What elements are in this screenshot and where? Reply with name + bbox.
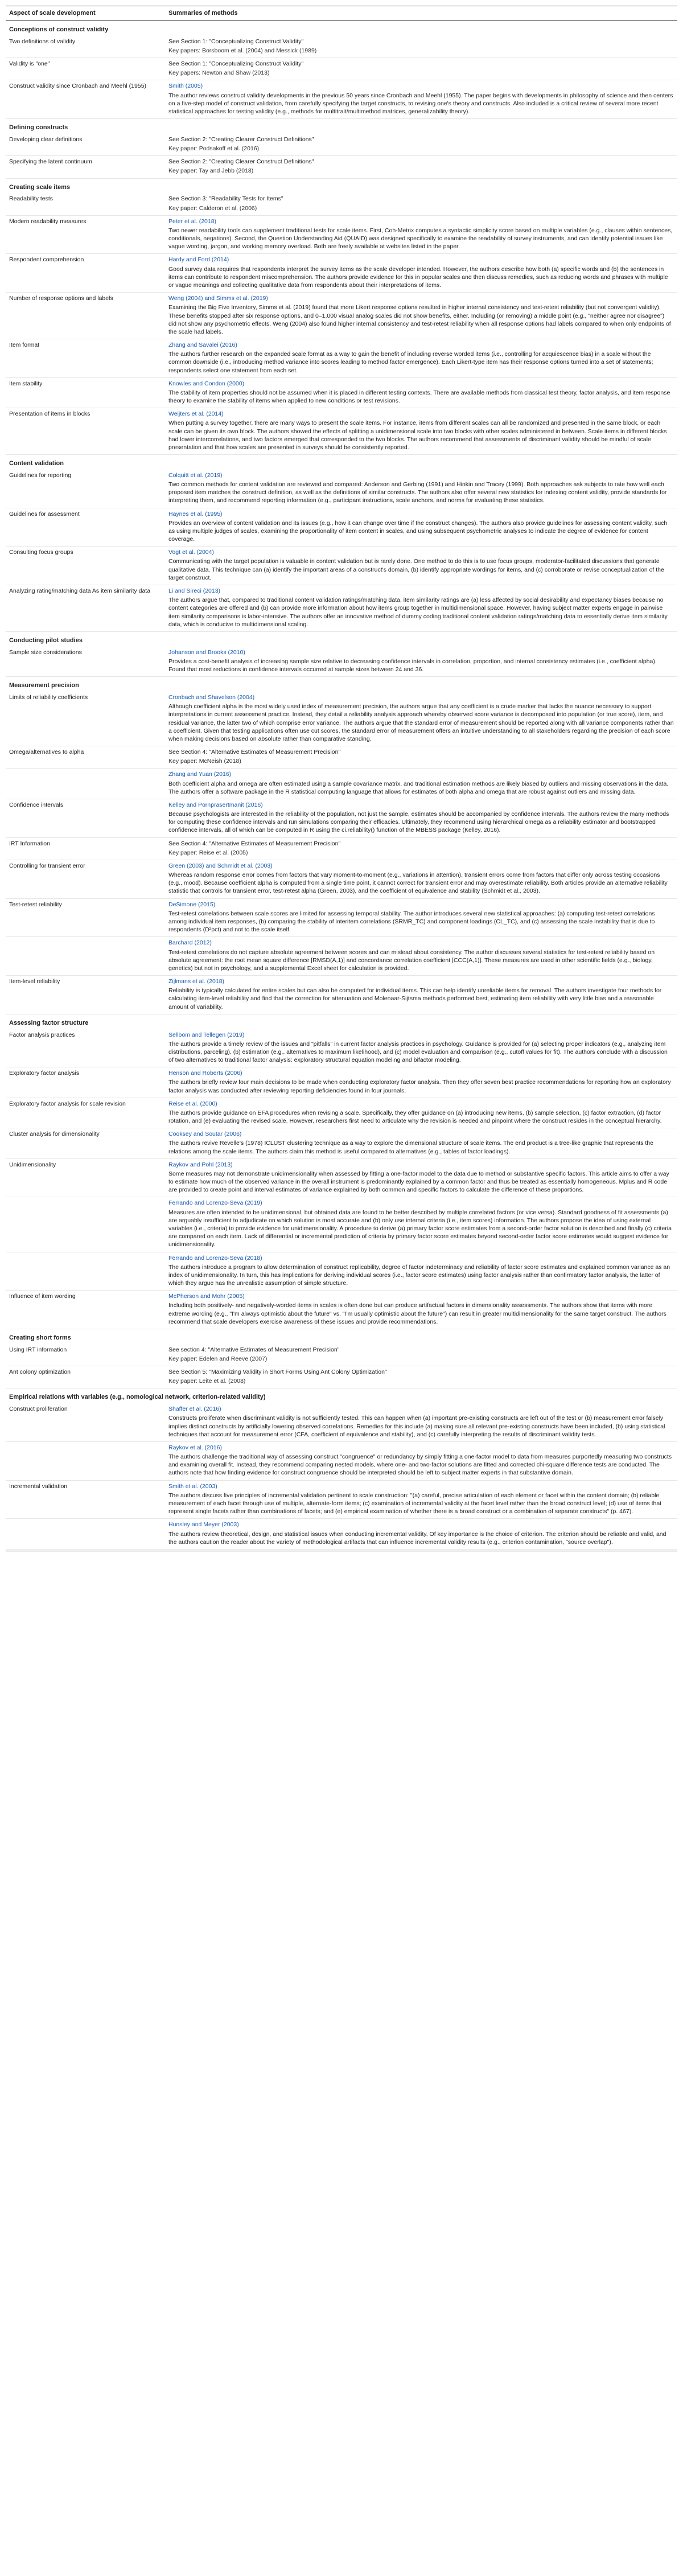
- summary-text: See Section 4: "Alternative Estimates of Measurement Precision": [168, 840, 341, 847]
- summary-text: Two newer readability tools can supplement traditional tests for scale items. First, Coh-Metrix computes a syntactic simplicity score based on multiple variables (e.g., clauses within sentences, conditionals, negations). Second, the Question Understanding Aid (QUAID) was designed specifically to examine the readability of survey instruments, and can identify potential issues like vague wording, jargon, and working memory overload. Both are freely available at websites listed in the paper.: [168, 227, 673, 250]
- summary-cell: [165, 1519, 677, 1550]
- summary-text: Communicating with the target population is valuable in content validation but is rarely done. One method to do this is to use focus groups, moderator-facilitated discussions that generate qualitative data. This technique can (a) identify the important areas of a construct's domain, (b) identify appropriate wordings for items, and (c) corroborate or revise conceptualization of the target construct.: [168, 558, 664, 581]
- aspect-cell: Limits of reliability coefficients: [6, 692, 165, 746]
- table-row: [6, 1252, 677, 1291]
- table-row: [6, 1403, 677, 1441]
- aspect-cell: IRT Information: [6, 837, 165, 860]
- section-heading: Conducting pilot studies: [6, 631, 677, 646]
- methods-table: [6, 6, 677, 1550]
- table-row: [6, 1158, 677, 1197]
- summary-text: The authors revive Revelle's (1978) ICLUST clustering technique as a way to explore the dimensional structure of scale items. The end product is a tree-like graphic that represents the relations among the scale items. The authors claim this method is useful compared to alternatives (e.g., tables of factor loadings).: [168, 1140, 653, 1155]
- aspect-cell: Two definitions of validity: [6, 36, 165, 58]
- summary-text: See Section 2: "Creating Clearer Construct Definitions": [168, 135, 314, 143]
- table-body: [6, 20, 677, 1549]
- key-paper: Key paper: Tay and Jebb (2018): [168, 167, 254, 175]
- reference-link[interactable]: Green (2003) and Schmidt et al. (2003): [168, 862, 273, 869]
- summary-cell: [165, 1403, 677, 1441]
- reference-link[interactable]: Zijlmans et al. (2018): [168, 978, 225, 985]
- header-summary: Summaries of methods: [165, 6, 677, 21]
- table-row: [6, 1128, 677, 1159]
- summary-text: The authors provide guidance on EFA procedures when revising a scale. Specifically, they offer guidance on (a) introducing new items, (b) sample selection, (c) factor extraction, (d) factor rotation, and (e) evaluating the revised scale. However, researchers first need to articulate why the revision is needed and pinpoint where the construct resides in the conceptual hierarchy.: [168, 1109, 662, 1125]
- aspect-cell: [6, 1197, 165, 1252]
- aspect-cell: [6, 937, 165, 976]
- section-heading-row: [6, 20, 677, 35]
- reference-link[interactable]: Reise et al. (2000): [168, 1100, 217, 1107]
- summary-text: The authors discuss five principles of incremental validation pertinent to scale construction: "(a) careful, precise articulation of each element or facet within the content domain; (b) reliable measurement of each facet through use of multiple, alternate-form items; (c) examination of incremental validity at the facet level rather than the broad construct level; (d) use of items that represent single facets rather than combinations of facets; and (e) empirical examination of whether there is a broad construct or a combination of separate constructs" (p. 467).: [168, 1492, 662, 1515]
- table-row: [6, 1029, 677, 1067]
- summary-cell: [165, 293, 677, 339]
- summary-cell: [165, 156, 677, 178]
- reference-link[interactable]: McPherson and Mohr (2005): [168, 1293, 245, 1300]
- aspect-cell: Guidelines for reporting: [6, 470, 165, 508]
- aspect-cell: Controlling for transient error: [6, 860, 165, 898]
- reference-link[interactable]: Raykov and Pohl (2013): [168, 1161, 233, 1168]
- summary-text: Two common methods for content validation are reviewed and compared: Anderson and Gerbing (1991) and Hinkin and Tracey (1999). Both approaches ask subjects to rate how well each proposed item matches the construct definition, as well as the definitions of similar constructs. The authors also offer several new statistics for indexing content validity, provide standards for interpreting them, and recommend reporting information (e.g., participant instructions, scale anchors, and norms for evaluating these statistics.: [168, 481, 667, 504]
- table-row: [6, 799, 677, 837]
- summary-cell: [165, 585, 677, 631]
- table-row: [6, 293, 677, 339]
- aspect-cell: Modern readability measures: [6, 215, 165, 254]
- summary-cell: [165, 377, 677, 408]
- aspect-cell: Respondent comprehension: [6, 254, 165, 293]
- summary-text: Because psychologists are interested in the reliability of the population, not just the sample, estimates should be accompanied by confidence intervals. The authors review the many methods for computing these confidence intervals and run simulations comparing their efficacies. Ultimately, they recommend using hierarchical omega as a reliability estimator and bootstrapped confidence intervals, all of which can be computed in R using the ci.reliability() function of the MBESS package (Kelley, 2016).: [168, 811, 669, 834]
- aspect-cell: Readability tests: [6, 193, 165, 215]
- summary-text: Both coefficient alpha and omega are often estimated using a sample covariance matrix, and traditional estimation methods are likely biased by outliers and missing observations in the data. The authors offer a software package in the R statistical computing language that allows for estimates of both alpha and omega that are robust against outliers and missing data.: [168, 780, 669, 795]
- aspect-cell: [6, 769, 165, 799]
- summary-text: Including both positively- and negatively-worded items in scales is often done but can produce artifactual factors in dimensionality assessments. The authors show that items with more extreme wording (e.g., "I'm always optimistic about the future" vs. "I'm usually optimistic about the future") can result in greater multidimensionality for the same target construct. The authors recommend that scale developers exercise awareness of these issues and provide recommendations.: [168, 1302, 666, 1325]
- aspect-cell: Influence of item wording: [6, 1291, 165, 1329]
- table-row: [6, 769, 677, 799]
- summary-cell: [165, 1366, 677, 1388]
- summary-text: Some measures may not demonstrate unidimensionality when assessed by fitting a one-factor model to the data due to method or substantive specific factors. This article aims to offer a way to estimate how much of the observed variance in the overall instrument is predominantly explained by a common factor and thus be treated as essentially homogeneous. Mplus and R code are provided to create point and interval estimates of variance explained by both common and specific factors to calculate the difference of these proportions.: [168, 1170, 669, 1194]
- section-heading: Creating scale items: [6, 178, 677, 193]
- summary-text: The authors further research on the expanded scale format as a way to gain the benefit of including reverse worded items (i.e., controlling for acquiescence bias) in a scale without the common downside (i.e., introducing method variance into scores leading to method factor emergence). Each Likert-type item has their response options turned into a set of statements; respondents select one statement from each set.: [168, 351, 653, 374]
- table-header: [6, 6, 677, 21]
- reference-link[interactable]: Haynes et al. (1995): [168, 510, 223, 517]
- summary-cell: [165, 1291, 677, 1329]
- reference-link[interactable]: Colquitt et al. (2019): [168, 471, 223, 479]
- summary-text: Provides an overview of content validation and its issues (e.g., how it can change over time if the construct changes). The authors also provide guidelines for assessing content validity, such as using multiple judges of scales, examining the proportionality of item content in scales, and using subsequent psychometric analyses to indicate the degree of evidence for content coverage.: [168, 519, 668, 543]
- aspect-cell: Omega/alternatives to alpha: [6, 746, 165, 769]
- summary-cell: [165, 547, 677, 585]
- section-heading: Creating short forms: [6, 1329, 677, 1344]
- summary-cell: [165, 1067, 677, 1098]
- reference-link[interactable]: Sellbom and Tellegen (2019): [168, 1031, 245, 1038]
- table-row: [6, 1098, 677, 1128]
- summary-text: The authors provide a timely review of the issues and "pitfalls" in current factor analysis practices in psychology. Guidance is provided for (a) selecting proper indicators (e.g., analyzing item distributions, parceling), (b) estimation (e.g., alternatives to maximum likelihood), and (c) model evaluation and comparison (e.g., cutoff values for fit). The authors conclude with a discussion of two alternatives to traditional factor analysis: exploratory structural equation modeling and bifactor modeling.: [168, 1040, 668, 1064]
- aspect-cell: Specifying the latent continuum: [6, 156, 165, 178]
- summary-text: The authors argue that, compared to traditional content validation ratings/matching data, item similarity ratings are (a) less affected by social desirability and expectancy biases because no content categories are offered and (b) can provide more information about how items group together in multidimensional space. However, having subject matter experts engage in pairwise item similarity comparisons is labor-intensive. The authors offer an innovative method of dummy coding traditional content validation ratings/matching data to essentially derive item similarity data, which is conducive to multidimensional scaling.: [168, 597, 668, 628]
- summary-cell: [165, 1480, 677, 1519]
- section-heading-row: [6, 119, 677, 134]
- summary-cell: [165, 508, 677, 547]
- table-row: [6, 746, 677, 769]
- aspect-cell: Item-level reliability: [6, 976, 165, 1014]
- summary-text: Good survey data requires that respondents interpret the survey items as the scale developer intended. However, the authors describe how both (a) specific words and (b) the sentences in items can contribute to respondent miscomprehension. The authors provide evidence for this in popular scales and then discuss remedies, such as reducing words and phrases with multiple or vague meanings and collecting qualitative data from respondents about their interpretations of items.: [168, 265, 668, 289]
- section-heading: Empirical relations with variables (e.g., nomological network, criterion-related validity): [6, 1388, 677, 1403]
- summary-text: See Section 1: "Conceptualizing Construct Validity": [168, 60, 304, 68]
- table-row: [6, 837, 677, 860]
- key-paper: Key paper: Leite et al. (2008): [168, 1378, 246, 1385]
- reference-link[interactable]: Cronbach and Shavelson (2004): [168, 694, 255, 701]
- summary-cell: [165, 193, 677, 215]
- table-row: [6, 547, 677, 585]
- summary-text: The authors briefly review four main decisions to be made when conducting exploratory factor analysis. Then they offer seven best practice recommendations for reporting how an exploratory factor analysis was conducted after reviewing reporting deficiencies found in four journals.: [168, 1079, 671, 1094]
- summary-cell: [165, 937, 677, 976]
- key-paper: Key paper: Calderon et al. (2006): [168, 204, 257, 212]
- summary-cell: [165, 799, 677, 837]
- aspect-cell: Item stability: [6, 377, 165, 408]
- summary-cell: [165, 339, 677, 378]
- reference-link[interactable]: DeSimone (2015): [168, 901, 216, 908]
- aspect-cell: Item format: [6, 339, 165, 378]
- reference-link[interactable]: Zhang and Savalei (2016): [168, 342, 237, 349]
- summary-text: See Section 5: "Maximizing Validity in Short Forms Using Ant Colony Optimization": [168, 1369, 387, 1376]
- aspect-cell: Presentation of items in blocks: [6, 408, 165, 455]
- reference-link[interactable]: Li and Sireci (2013): [168, 587, 221, 594]
- table-row: [6, 134, 677, 156]
- reference-link[interactable]: Ferrando and Lorenzo-Seva (2018): [168, 1254, 262, 1262]
- reference-link[interactable]: Barchard (2012): [168, 939, 212, 947]
- section-heading-row: [6, 455, 677, 470]
- summary-text: When putting a survey together, there are many ways to present the scale items. For instance, items from different scales can all be randomized and presented in the same block, or each scale can be given its own block. The authors showed the effects of splitting a unidimensional scale into two blocks with other scales administered in between. Scale items in different blocks had lower intercorrelations, and two factors emerged that corresponded to the two blocks. The authors recommend that assessments of discriminant validity should be mindful of scale presentation and that how scales are presented in surveys should be consistently reported.: [168, 420, 667, 451]
- aspect-cell: Using IRT information: [6, 1344, 165, 1366]
- table-row: [6, 377, 677, 408]
- reference-link[interactable]: Weijters et al. (2014): [168, 410, 224, 418]
- section-heading-row: [6, 1388, 677, 1403]
- summary-cell: [165, 470, 677, 508]
- section-heading-row: [6, 1014, 677, 1029]
- table-row: [6, 585, 677, 631]
- key-paper: Key paper: Edelen and Reeve (2007): [168, 1355, 268, 1362]
- aspect-cell: Developing clear definitions: [6, 134, 165, 156]
- reference-link[interactable]: Knowles and Condon (2000): [168, 380, 245, 387]
- table-row: [6, 898, 677, 937]
- reference-link[interactable]: Johanson and Brooks (2010): [168, 648, 245, 656]
- table-row: [6, 80, 677, 119]
- section-heading: Conceptions of construct validity: [6, 20, 677, 35]
- reference-link[interactable]: Cooksey and Soutar (2006): [168, 1131, 242, 1138]
- aspect-cell: [6, 1441, 165, 1480]
- summary-cell: [165, 215, 677, 254]
- summary-text: Examining the Big Five Inventory, Simms et al. (2019) found that more Likert response options resulted in higher internal consistency and test-retest reliability (but not convergent validity). These benefits stopped after six response options, and 0–1,000 visual analog scales did not show benefits, either. Including (or removing) a middle point (e.g., "neither agree nor disagree") did not show any psychometric effects. Weng (2004) also found higher internal consistency and test-retest reliability when all response options had labels compared to when only endpoints of the scale had labels.: [168, 304, 671, 335]
- reference-link[interactable]: Henson and Roberts (2006): [168, 1070, 242, 1077]
- table-row: [6, 508, 677, 547]
- table-row: [6, 156, 677, 178]
- aspect-cell: Construct validity since Cronbach and Meehl (1955): [6, 80, 165, 119]
- section-heading: Assessing factor structure: [6, 1014, 677, 1029]
- summary-text: See Section 4: "Alternative Estimates of Measurement Precision": [168, 749, 341, 756]
- summary-cell: [165, 1441, 677, 1480]
- aspect-cell: Ant colony optimization: [6, 1366, 165, 1388]
- reference-link[interactable]: Smith (2005): [168, 83, 203, 90]
- aspect-cell: [6, 1519, 165, 1550]
- reference-link[interactable]: Raykov et al. (2016): [168, 1444, 222, 1451]
- aspect-cell: Number of response options and labels: [6, 293, 165, 339]
- aspect-cell: Cluster analysis for dimensionality: [6, 1128, 165, 1159]
- summary-text: Test-retest correlations between scale scores are limited for assessing temporal stability. The author introduces several new statistical approaches: (a) computing test-retest correlations among individual item responses, (b) comparing the stability of interitem correlations (SRMR_TC) and component loadings (CL_TC), and (c) assessing the scale instability that is due to respondents (D²pct) and not to the scale itself.: [168, 910, 655, 934]
- key-paper: Key paper: McNeish (2018): [168, 758, 241, 765]
- aspect-cell: Analyzing rating/matching data As item similarity data: [6, 585, 165, 631]
- summary-text: The stability of item properties should not be assumed when it is placed in different testing contexts. There are available methods from classical test theory, factor analysis, and item response theory to examine the stability of items when applied to new conditions or test revisions.: [168, 389, 670, 405]
- summary-text: Measures are often intended to be unidimensional, but obtained data are found to be better described by multiple correlated factors (or vice versa). Standard goodness of fit assessments (a) are arguably insufficient to adjudicate on which solution is most accurate and (b) only use internal criteria (i.e., item scores) information. The authors propose the idea of using external variables (i.e., criteria) to provide evidence for unidimensionality. A procedure to derive (a) primary factor score estimates from a second-order factor solution is described and finally (c) criteria are compared on each item. Lack of differential or incremental prediction of criteria by primary factor score estimates beyond second-order factor score estimates would suggest evidence for unidimensionality.: [168, 1209, 672, 1248]
- summary-cell: [165, 746, 677, 769]
- section-heading-row: [6, 1329, 677, 1344]
- reference-link[interactable]: Ferrando and Lorenzo-Seva (2019): [168, 1199, 262, 1207]
- summary-text: The authors introduce a program to allow determination of construct replicability, degree of factor indeterminacy and reliability of factor score estimates and explained common variance as an index of unidimensionality. In turn, this has implications for deriving individual scores (i.e., factor score estimates) using factor analysis rather than confirmatory factor analysis, the latter of which they argue has the unrealistic assumption of simple structure.: [168, 1263, 670, 1287]
- summary-cell: [165, 692, 677, 746]
- section-heading: Content validation: [6, 455, 677, 470]
- aspect-cell: Consulting focus groups: [6, 547, 165, 585]
- summary-text: The author reviews construct validity developments in the previous 50 years since Cronbach and Meehl (1955). The paper begins with developments in philosophy of science and then centers on a five-step model of construct validation, from carefully specifying the target constructs, to revising one's theory and constructs. Also included is a critical review of several more recent statistical approaches for testing validity (e.g., methods for multitrait/multimethod matrices, generalizability theory).: [168, 92, 673, 115]
- section-heading: Measurement precision: [6, 677, 677, 692]
- aspect-cell: Unidimensionality: [6, 1158, 165, 1197]
- summary-cell: [165, 976, 677, 1014]
- table-row: [6, 254, 677, 293]
- summary-text: The authors challenge the traditional way of assessing construct "congruence" or redundancy by simply fitting a one-factor model to data from measures purportedly measuring two constructs and examining overall fit. Instead, they recommend comparing nested models, where one- and two-factor solutions are fitted and corrected chi-square difference tests are conducted. The authors note that how finding evidence for construct congruence should be interpreted should be left to subject matter experts in that substantive domain.: [168, 1453, 672, 1477]
- reference-link[interactable]: Hardy and Ford (2014): [168, 256, 229, 264]
- key-paper: Key papers: Newton and Shaw (2013): [168, 69, 270, 77]
- key-paper: Key paper: Reise et al. (2005): [168, 849, 248, 856]
- summary-cell: [165, 58, 677, 80]
- reference-link[interactable]: Vogt et al. (2004): [168, 549, 214, 556]
- reference-link[interactable]: Smith et al. (2003): [168, 1482, 217, 1490]
- table-row: [6, 339, 677, 378]
- key-paper: Key paper: Podsakoff et al. (2016): [168, 145, 260, 153]
- aspect-cell: Construct proliferation: [6, 1403, 165, 1441]
- summary-text: Reliability is typically calculated for entire scales but can also be computed for individual items. This can help identify unreliable items for removal. The authors investigate four methods for calculating item-level reliability and find that the correction for attenuation and Molenaar-Sijtsma methods performed best, estimating item reliability with very little bias and a reasonable amount of variability.: [168, 987, 662, 1010]
- summary-text: Although coefficient alpha is the most widely used index of measurement precision, the authors argue that any coefficient is a crude marker that lacks the nuance necessary to support interpretations in current assessment practice. Instead, they detail a reliability analysis approach whereby observed score variance is decomposed into population (or true score), item, and residual variance, the latter two of which comprise error variance. The authors argue that the standard error of measurement should be reported along with all variance components rather than a coefficient. Given that testing applications often use cut scores, the standard error of measurement offers an intuitive understanding to all stakeholders regarding the precision of each score when making decisions based on absolute rather than comparative standing.: [168, 703, 674, 742]
- aspect-cell: Sample size considerations: [6, 647, 165, 677]
- summary-cell: [165, 1128, 677, 1159]
- table-row: [6, 58, 677, 80]
- table-row: [6, 1519, 677, 1550]
- section-heading: Defining constructs: [6, 119, 677, 134]
- aspect-cell: Confidence intervals: [6, 799, 165, 837]
- summary-cell: [165, 408, 677, 455]
- table-row: [6, 1441, 677, 1480]
- reference-link[interactable]: Weng (2004) and Simms et al. (2019): [168, 295, 268, 302]
- summary-cell: [165, 1029, 677, 1067]
- table-row: [6, 1291, 677, 1329]
- table-row: [6, 1067, 677, 1098]
- summary-text: Test-retest correlations do not capture absolute agreement between scores and can mislead about consistency. The author discusses several statistics for test-retest reliability based on absolute agreement: the root mean square difference [RMSD(A,1)] and concordance correlation coefficient [CCC(A,1)]. These measures are used in other scientific fields (e.g., biology, genetics) but not in psychology, and a supplemental Excel sheet for calculation is provided.: [168, 948, 655, 972]
- section-heading-row: [6, 631, 677, 646]
- section-heading-row: [6, 677, 677, 692]
- summary-text: Whereas random response error comes from factors that vary moment-to-moment (e.g., variations in attention), transient errors come from factors that differ only across testing occasions (e.g., mood). Because coefficient alpha is computed from a single time point, it cannot correct for transient error and may overestimate reliability. Both articles provide an alternative reliability statistic that controls for transient error, test-retest alpha (Green, 2003), and the coefficient of equivalence and stability (Schmidt et al., 2003).: [168, 872, 668, 895]
- reference-link[interactable]: Kelley and Pornprasertmanit (2016): [168, 801, 263, 808]
- summary-cell: [165, 1252, 677, 1291]
- summary-cell: [165, 80, 677, 119]
- summary-text: The authors review theoretical, design, and statistical issues when conducting incremental validity. Of key importance is the choice of criterion. The criterion should be reliable and valid, and the authors caution the reader about the variety of methodological artifacts that can influence incremental validity results (e.g., criterion contamination, "source overlap").: [168, 1530, 666, 1546]
- summary-cell: [165, 860, 677, 898]
- reference-link[interactable]: Peter et al. (2018): [168, 217, 217, 225]
- summary-text: Provides a cost-benefit analysis of increasing sample size relative to decreasing confidence intervals in correlation, proportion, and internal consistency estimates (i.e., coefficient alpha). Found that most reductions in confidence intervals occurred at sample sizes between 24 and 36.: [168, 658, 657, 673]
- aspect-cell: Factor analysis practices: [6, 1029, 165, 1067]
- table-row: [6, 1366, 677, 1388]
- header-aspect: Aspect of scale development: [6, 6, 165, 21]
- aspect-cell: Validity is "one": [6, 58, 165, 80]
- key-paper: Key papers: Borsboom et al. (2004) and Messick (1989): [168, 47, 317, 54]
- summary-text: See Section 1: "Conceptualizing Construct Validity": [168, 38, 304, 45]
- aspect-cell: Guidelines for assessment: [6, 508, 165, 547]
- section-heading-row: [6, 178, 677, 193]
- table-row: [6, 647, 677, 677]
- summary-cell: [165, 1197, 677, 1252]
- table-row: [6, 215, 677, 254]
- summary-cell: [165, 837, 677, 860]
- summary-cell: [165, 1098, 677, 1128]
- summary-cell: [165, 254, 677, 293]
- aspect-cell: Exploratory factor analysis: [6, 1067, 165, 1098]
- reference-link[interactable]: Zhang and Yuan (2016): [168, 771, 232, 778]
- summary-text: Constructs proliferate when discriminant validity is not sufficiently tested. This can happen when (a) important pre-existing constructs are left out of the test or (b) measurement error falsely implies distinct constructs by artificially lowering observed correlations. Remedies for this include (a) making sure all relevant pre-existing constructs have been included, (b) using statistical techniques that account for measurement error (CFA, coefficient of equivalence and stability), and (c) carefully interpreting the results of discriminant validity tests.: [168, 1415, 665, 1438]
- summary-text: See section 4: "Alternative Estimates of Measurement Precision": [168, 1346, 340, 1353]
- summary-cell: [165, 1158, 677, 1197]
- aspect-cell: [6, 1252, 165, 1291]
- table-row: [6, 692, 677, 746]
- table-row: [6, 1197, 677, 1252]
- summary-cell: [165, 769, 677, 799]
- table-row: [6, 36, 677, 58]
- summary-text: See Section 3: "Readability Tests for Items": [168, 195, 283, 203]
- aspect-cell: Exploratory factor analysis for scale revision: [6, 1098, 165, 1128]
- table-row: [6, 937, 677, 976]
- table-row: [6, 976, 677, 1014]
- summary-cell: [165, 898, 677, 937]
- table-row: [6, 1344, 677, 1366]
- table-row: [6, 193, 677, 215]
- table-row: [6, 408, 677, 455]
- summary-cell: [165, 134, 677, 156]
- summary-text: See Section 2: "Creating Clearer Construct Definitions": [168, 158, 314, 166]
- summary-cell: [165, 647, 677, 677]
- summary-cell: [165, 36, 677, 58]
- aspect-cell: Test-retest reliability: [6, 898, 165, 937]
- reference-link[interactable]: Hunsley and Meyer (2003): [168, 1521, 239, 1529]
- summary-cell: [165, 1344, 677, 1366]
- aspect-cell: Incremental validation: [6, 1480, 165, 1519]
- reference-link[interactable]: Shaffer et al. (2016): [168, 1406, 221, 1413]
- table-row: [6, 860, 677, 898]
- table-row: [6, 470, 677, 508]
- table-row: [6, 1480, 677, 1519]
